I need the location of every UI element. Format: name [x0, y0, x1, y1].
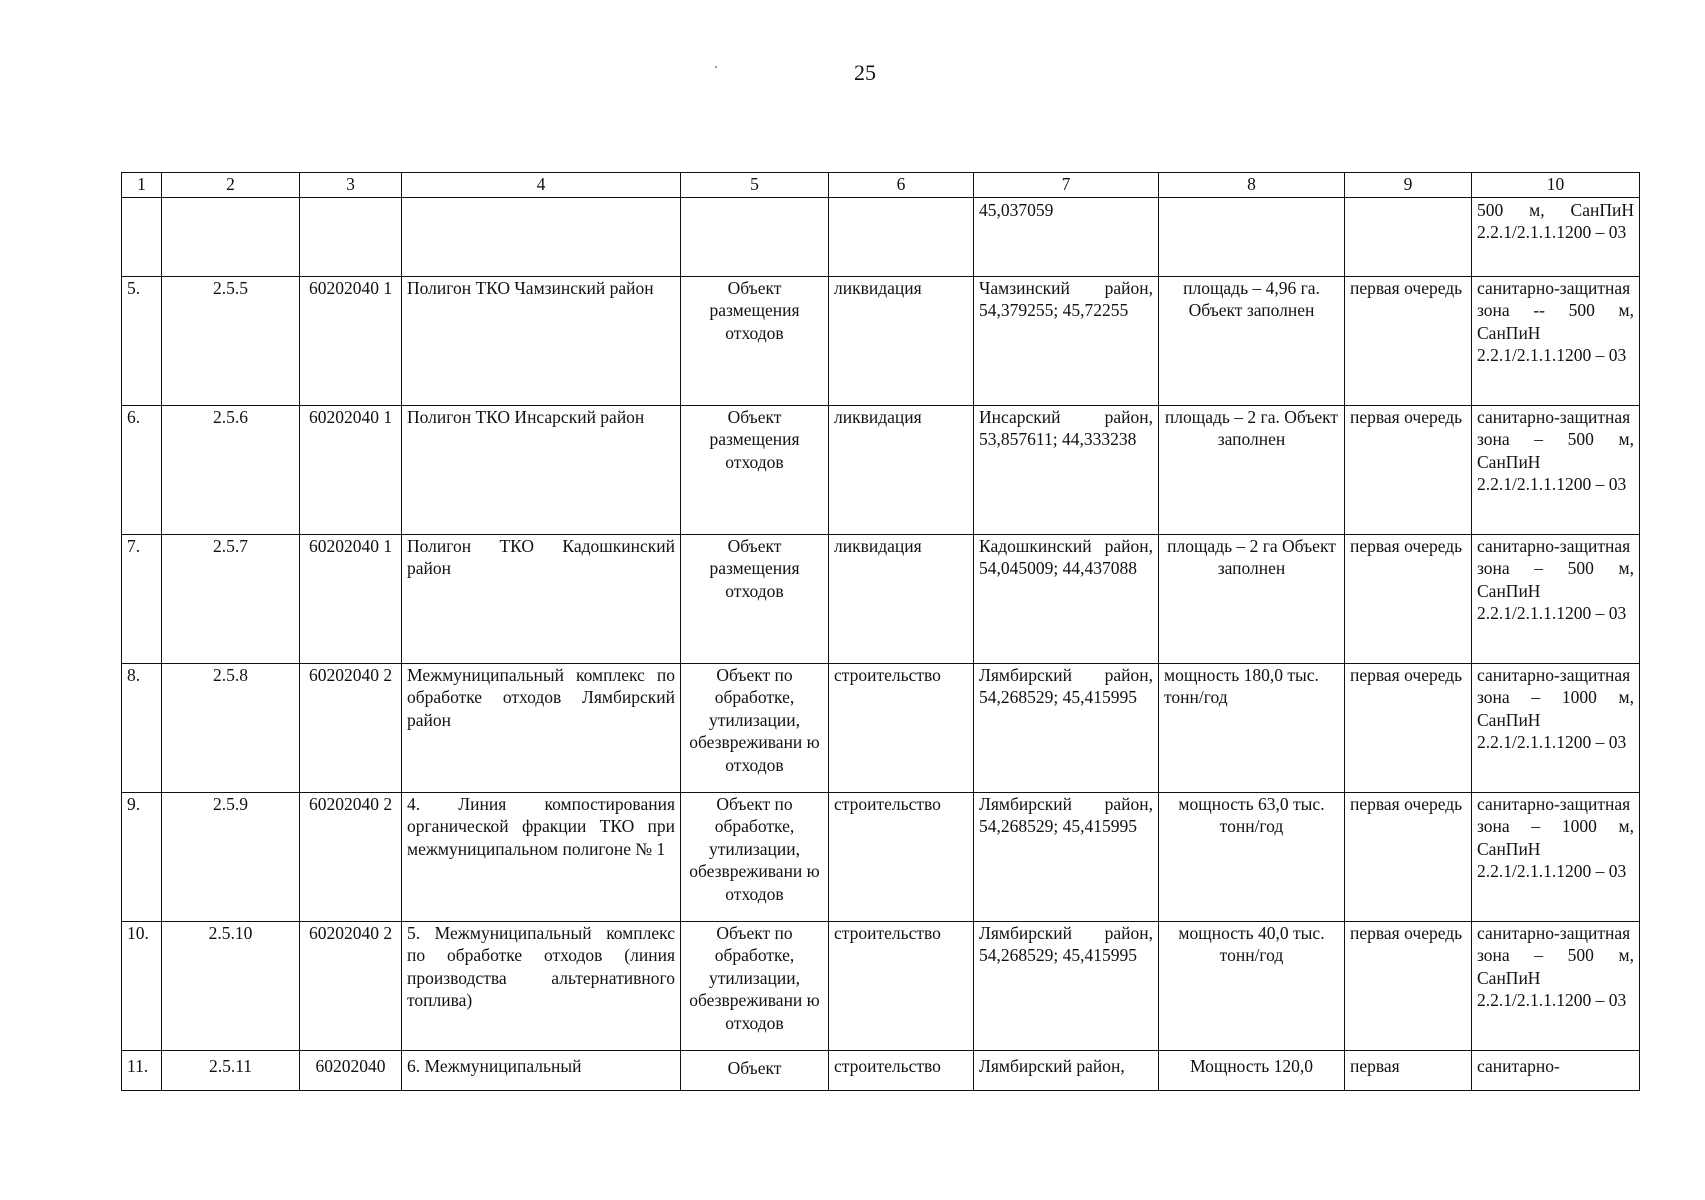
row-number: 11. [122, 1051, 162, 1091]
column-header: 8 [1159, 173, 1345, 198]
type-cell: Объект размещения отходов [681, 535, 829, 664]
table-row [122, 664, 1640, 793]
table-row [122, 922, 1640, 1051]
note-cell: санитарно-защитная зона – 1000 м, СанПиН 2.2.1/2.1.1.1200 – 03 [1472, 664, 1640, 793]
item-index: 2.5.11 [162, 1051, 300, 1091]
location-cell: Лямбирский район, 54,268529; 45,415995 [974, 664, 1159, 793]
column-header: 4 [402, 173, 681, 198]
row-number: 7. [122, 535, 162, 664]
column-header: 3 [300, 173, 402, 198]
header-row [122, 173, 1640, 198]
item-index: 2.5.5 [162, 277, 300, 406]
waste-facilities-table [121, 172, 1640, 1091]
row-number: 10. [122, 922, 162, 1051]
capacity-cell: Мощность 120,0 [1159, 1051, 1345, 1091]
name-cell: 5. Межмуниципальный комплекс по обработке отходов (линия производства альтернативного топлива) [402, 922, 681, 1051]
scan-speck [715, 66, 717, 68]
table-row [122, 535, 1640, 664]
capacity-cell: площадь – 4,96 га. Объект заполнен [1159, 277, 1345, 406]
action-cell: ликвидация [829, 535, 974, 664]
row-number: 5. [122, 277, 162, 406]
page-number: 25 [854, 60, 876, 85]
location-cell: Кадошкинский район, 54,045009; 44,437088 [974, 535, 1159, 664]
type-cell: Объект по обработке, утилизации, обезвреживани ю отходов [681, 793, 829, 922]
column-header: 1 [122, 173, 162, 198]
code-cell: 60202040 2 [300, 664, 402, 793]
type-cell: Объект размещения отходов [681, 406, 829, 535]
type-cell: Объект [681, 1051, 829, 1091]
action-cell: строительство [829, 664, 974, 793]
type-cell: Объект по обработке, утилизации, обезвреживани ю отходов [681, 922, 829, 1051]
code-cell: 60202040 2 [300, 922, 402, 1051]
code-cell: 60202040 2 [300, 793, 402, 922]
location-cell: Чамзинский район, 54,379255; 45,72255 [974, 277, 1159, 406]
item-index: 2.5.7 [162, 535, 300, 664]
note-cell: санитарно- [1472, 1051, 1640, 1091]
action-cell: строительство [829, 793, 974, 922]
priority-cell: первая очередь [1345, 664, 1472, 793]
note-cell: санитарно-защитная зона – 500 м, СанПиН 2.2.1/2.1.1.1200 – 03 [1472, 922, 1640, 1051]
column-header: 9 [1345, 173, 1472, 198]
table-row-continuation [122, 198, 1640, 277]
capacity-cell: мощность 63,0 тыс. тонн/год [1159, 793, 1345, 922]
location-cell: Лямбирский район, [974, 1051, 1159, 1091]
action-cell: строительство [829, 922, 974, 1051]
table-row [122, 406, 1640, 535]
code-cell: 60202040 1 [300, 406, 402, 535]
code-cell: 60202040 1 [300, 535, 402, 664]
capacity-cell: мощность 40,0 тыс. тонн/год [1159, 922, 1345, 1051]
item-index: 2.5.9 [162, 793, 300, 922]
table-row [122, 793, 1640, 922]
name-cell: Межмуниципальный комплекс по обработке отходов Лямбирский район [402, 664, 681, 793]
note-cell: 500 м, СанПиН 2.2.1/2.1.1.1200 – 03 [1472, 198, 1640, 277]
row-number: 6. [122, 406, 162, 535]
action-cell: строительство [829, 1051, 974, 1091]
name-cell: 4. Линия компостирования органической фракции ТКО при межмуниципальном полигоне № 1 [402, 793, 681, 922]
name-cell: Полигон ТКО Чамзинский район [402, 277, 681, 406]
column-header: 7 [974, 173, 1159, 198]
column-header: 5 [681, 173, 829, 198]
priority-cell: первая очередь [1345, 277, 1472, 406]
capacity-cell: площадь – 2 га. Объект заполнен [1159, 406, 1345, 535]
name-cell: Полигон ТКО Кадошкинский район [402, 535, 681, 664]
priority-cell: первая очередь [1345, 793, 1472, 922]
code-cell: 60202040 1 [300, 277, 402, 406]
capacity-cell: мощность 180,0 тыс. тонн/год [1159, 664, 1345, 793]
type-cell: Объект размещения отходов [681, 277, 829, 406]
note-cell: санитарно-защитная зона – 500 м, СанПиН 2.2.1/2.1.1.1200 – 03 [1472, 535, 1640, 664]
row-number: 9. [122, 793, 162, 922]
location-cell: Инсарский район, 53,857611; 44,333238 [974, 406, 1159, 535]
row-number: 8. [122, 664, 162, 793]
location-cell: Лямбирский район, 54,268529; 45,415995 [974, 793, 1159, 922]
name-cell: Полигон ТКО Инсарский район [402, 406, 681, 535]
priority-cell: первая очередь [1345, 406, 1472, 535]
capacity-cell: площадь – 2 га Объект заполнен [1159, 535, 1345, 664]
table-row [122, 277, 1640, 406]
item-index: 2.5.8 [162, 664, 300, 793]
column-header: 6 [829, 173, 974, 198]
priority-cell: первая [1345, 1051, 1472, 1091]
action-cell: ликвидация [829, 277, 974, 406]
location-cell: 45,037059 [974, 198, 1159, 277]
name-cell: 6. Межмуниципальный [402, 1051, 681, 1091]
priority-cell: первая очередь [1345, 535, 1472, 664]
item-index: 2.5.10 [162, 922, 300, 1051]
action-cell: ликвидация [829, 406, 974, 535]
location-cell: Лямбирский район, 54,268529; 45,415995 [974, 922, 1159, 1051]
table-row [122, 1051, 1640, 1091]
type-cell: Объект по обработке, утилизации, обезвреживани ю отходов [681, 664, 829, 793]
column-header: 10 [1472, 173, 1640, 198]
item-index: 2.5.6 [162, 406, 300, 535]
column-header: 2 [162, 173, 300, 198]
note-cell: санитарно-защитная зона -- 500 м, СанПиН 2.2.1/2.1.1.1200 – 03 [1472, 277, 1640, 406]
code-cell: 60202040 [300, 1051, 402, 1091]
note-cell: санитарно-защитная зона – 500 м, СанПиН 2.2.1/2.1.1.1200 – 03 [1472, 406, 1640, 535]
note-cell: санитарно-защитная зона – 1000 м, СанПиН 2.2.1/2.1.1.1200 – 03 [1472, 793, 1640, 922]
priority-cell: первая очередь [1345, 922, 1472, 1051]
